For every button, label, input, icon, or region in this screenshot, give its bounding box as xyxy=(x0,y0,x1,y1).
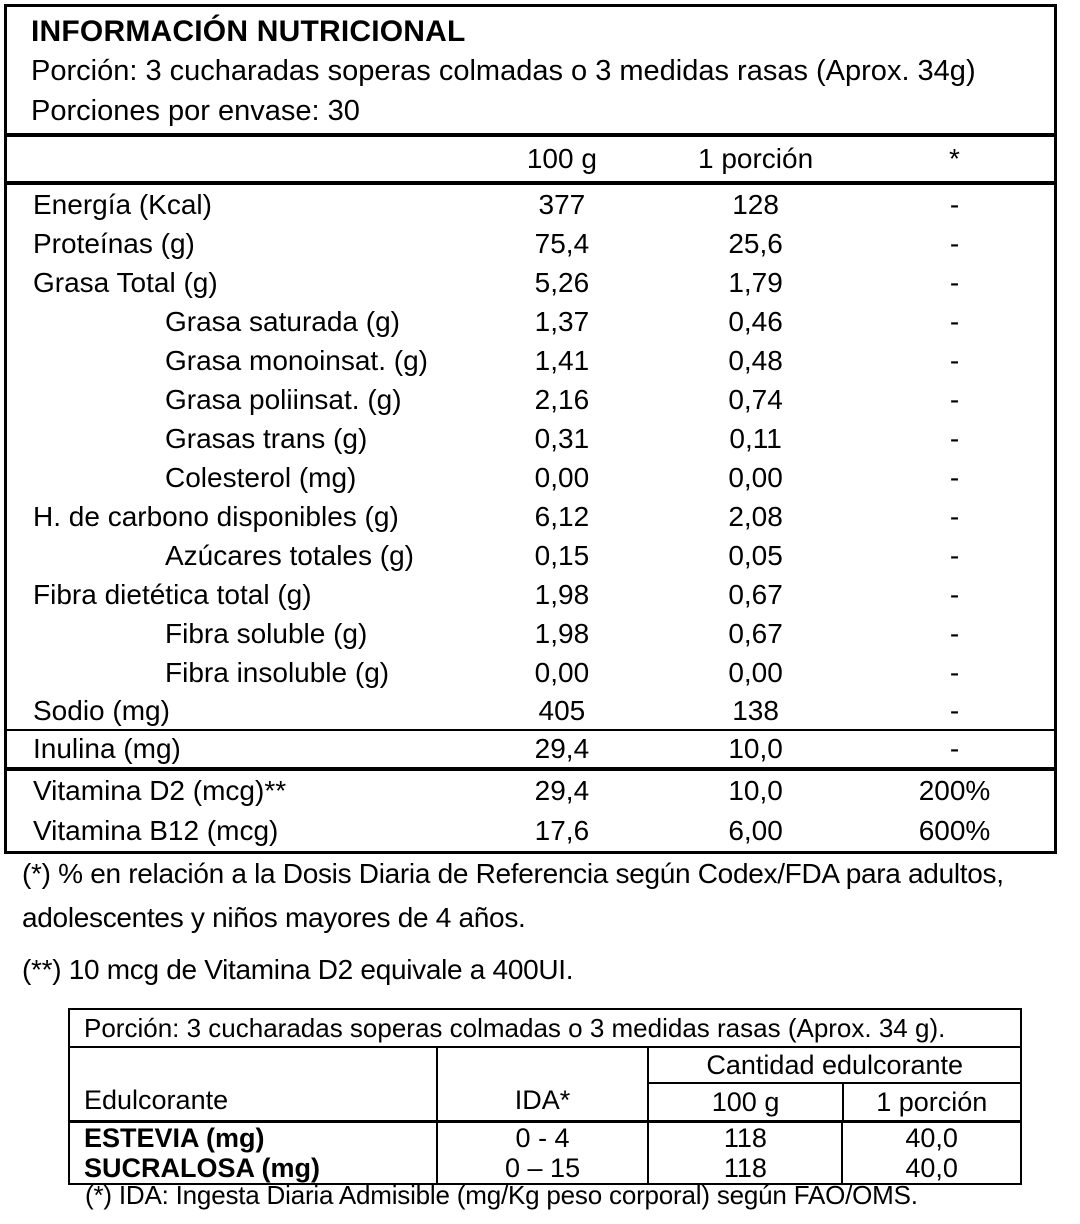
sweetener-per-100g-value: 118 xyxy=(649,1153,843,1183)
sweetener-ida-value: 0 – 15 xyxy=(438,1153,650,1183)
nutrient-row-grasa-saturada xyxy=(7,302,1054,341)
value-per-100g: 1,41 xyxy=(534,344,590,376)
value-per-100g: 29,4 xyxy=(534,775,590,806)
sweetener-serving-caption: Porción: 3 cucharadas soperas colmadas o 3 medidas rasas (Aprox. 34 g). xyxy=(70,1010,1020,1048)
nutrient-label: Sodio (mg) xyxy=(33,694,170,726)
nutrient-row-energia xyxy=(7,185,1054,224)
value-per-portion: 2,08 xyxy=(728,500,783,532)
value-per-100g: 0,00 xyxy=(534,461,590,493)
nutrient-row-grasa-poliinsat xyxy=(7,380,1054,419)
sweetener-column-header: Edulcorante xyxy=(70,1048,438,1120)
nutrient-row-azucares xyxy=(7,536,1054,575)
nutrient-label: Energía (Kcal) xyxy=(33,188,212,220)
column-header-portion: 1 porción xyxy=(697,143,814,174)
nutrient-label: Vitamina D2 (mcg)** xyxy=(33,775,287,806)
value-per-portion: 0,05 xyxy=(728,539,783,571)
quantity-header-group xyxy=(649,1048,1020,1120)
nutrient-row-fibra-total xyxy=(7,575,1054,614)
value-per-portion: 128 xyxy=(732,188,779,220)
nutrient-row-carbono xyxy=(7,497,1054,536)
value-per-portion: 6,00 xyxy=(728,815,783,846)
vitamin-d2-footnote: (**) 10 mcg de Vitamina D2 equivale a 400UI. xyxy=(22,954,574,985)
nutrient-label: Azúcares totales (g) xyxy=(165,539,414,571)
nutrient-row-fibra-insoluble xyxy=(7,653,1054,692)
value-daily-pct: - xyxy=(949,617,960,649)
nutrient-label: Grasa saturada (g) xyxy=(165,305,400,337)
value-per-100g: 29,4 xyxy=(534,733,590,764)
value-per-100g: 1,98 xyxy=(534,617,590,649)
nutrient-label: Inulina (mg) xyxy=(33,733,181,764)
value-per-100g: 1,98 xyxy=(534,578,590,610)
nutrient-row-vitamina-d2 xyxy=(7,771,1054,811)
nutrient-label: Grasa Total (g) xyxy=(33,266,218,298)
value-per-portion: 0,67 xyxy=(728,617,783,649)
quantity-group-header: Cantidad edulcorante xyxy=(649,1048,1020,1084)
nutrient-row-colesterol xyxy=(7,458,1054,497)
serving-size-line: Porción: 3 cucharadas soperas colmadas o 3 medidas rasas (Aprox. 34g) xyxy=(31,55,976,87)
servings-per-container-line: Porciones por envase: 30 xyxy=(31,95,360,127)
nutrient-row-sodio xyxy=(7,692,1054,731)
nutrient-row-grasas-trans xyxy=(7,419,1054,458)
value-daily-pct: 200% xyxy=(918,775,991,806)
sweetener-header-row xyxy=(70,1048,1020,1123)
value-daily-pct: - xyxy=(949,461,960,493)
table-header-block xyxy=(7,7,1054,137)
value-per-100g: 377 xyxy=(538,188,586,220)
sweetener-name: SUCRALOSA (mg) xyxy=(70,1153,438,1183)
sweetener-table xyxy=(68,1008,1022,1185)
ida-footnote: (*) IDA: Ingesta Diaria Admisible (mg/Kg peso corporal) según FAO/OMS. xyxy=(85,1180,918,1210)
value-per-100g: 0,00 xyxy=(534,656,590,688)
value-per-portion: 1,79 xyxy=(728,266,783,298)
nutrient-row-vitamina-b12 xyxy=(7,811,1054,851)
value-per-portion: 10,0 xyxy=(728,775,783,806)
nutrient-row-fibra-soluble xyxy=(7,614,1054,653)
value-daily-pct: - xyxy=(949,227,960,259)
value-per-100g: 75,4 xyxy=(534,227,590,259)
value-daily-pct: - xyxy=(949,305,960,337)
column-header-asterisk: * xyxy=(949,143,960,174)
per-100g-column-header: 100 g xyxy=(649,1084,843,1120)
value-per-100g: 0,31 xyxy=(534,422,590,454)
nutrient-label: Fibra dietética total (g) xyxy=(33,578,312,610)
value-daily-pct: - xyxy=(949,539,960,571)
value-daily-pct: - xyxy=(949,383,960,415)
nutrient-label: Colesterol (mg) xyxy=(165,461,357,493)
value-daily-pct: - xyxy=(949,266,960,298)
value-per-portion: 0,48 xyxy=(728,344,783,376)
column-header-100g: 100 g xyxy=(526,143,597,174)
value-daily-pct: - xyxy=(949,422,960,454)
value-per-100g: 5,26 xyxy=(534,266,590,298)
value-daily-pct: - xyxy=(949,656,960,688)
value-daily-pct: - xyxy=(949,694,960,726)
value-per-portion: 25,6 xyxy=(728,227,783,259)
sweetener-row-estevia xyxy=(70,1123,1020,1153)
value-daily-pct: 600% xyxy=(918,815,991,846)
value-per-portion: 0,46 xyxy=(728,305,783,337)
value-per-100g: 17,6 xyxy=(534,815,590,846)
nutrient-label: Fibra insoluble (g) xyxy=(165,656,390,688)
reference-footnote xyxy=(22,852,1004,940)
nutrient-label: Grasas trans (g) xyxy=(165,422,368,454)
nutrient-row-inulina xyxy=(7,731,1054,771)
per-portion-column-header: 1 porción xyxy=(876,1086,988,1117)
value-per-100g: 1,37 xyxy=(534,305,590,337)
sweetener-per-portion-value: 40,0 xyxy=(905,1122,958,1153)
sweetener-per-100g-value: 118 xyxy=(649,1123,843,1153)
sweetener-per-portion-value: 40,0 xyxy=(905,1152,958,1183)
value-per-portion: 0,00 xyxy=(728,461,783,493)
value-per-portion: 0,00 xyxy=(728,656,783,688)
nutrient-label: Fibra soluble (g) xyxy=(165,617,368,649)
sweetener-name: ESTEVIA (mg) xyxy=(70,1123,438,1153)
ida-column-header: IDA* xyxy=(438,1048,650,1120)
nutrient-label: Grasa poliinsat. (g) xyxy=(165,383,402,415)
nutrient-row-grasa-monoinsat xyxy=(7,341,1054,380)
sweetener-ida-value: 0 - 4 xyxy=(438,1123,650,1153)
value-daily-pct: - xyxy=(949,188,960,220)
value-per-portion: 0,11 xyxy=(729,422,782,454)
nutrient-label: Vitamina B12 (mcg) xyxy=(33,815,279,846)
reference-footnote-line2: adolescentes y niños mayores de 4 años. xyxy=(22,902,526,933)
value-per-portion: 0,74 xyxy=(728,383,783,415)
value-daily-pct: - xyxy=(949,733,960,764)
nutrient-label: Proteínas (g) xyxy=(33,227,195,259)
table-title: INFORMACIÓN NUTRICIONAL xyxy=(31,15,466,48)
value-per-100g: 2,16 xyxy=(534,383,590,415)
column-header-row xyxy=(7,137,1054,185)
nutrition-facts-table xyxy=(4,4,1057,854)
value-per-portion: 0,67 xyxy=(728,578,783,610)
reference-footnote-line1: (*) % en relación a la Dosis Diaria de Referencia según Codex/FDA para adultos, xyxy=(22,858,1004,889)
nutrient-row-grasa-total xyxy=(7,263,1054,302)
value-per-portion: 10,0 xyxy=(728,733,783,764)
nutrient-row-proteinas xyxy=(7,224,1054,263)
value-per-100g: 0,15 xyxy=(534,539,590,571)
value-per-100g: 6,12 xyxy=(534,500,590,532)
nutrient-label: H. de carbono disponibles (g) xyxy=(33,500,399,532)
value-daily-pct: - xyxy=(949,500,960,532)
value-daily-pct: - xyxy=(949,344,960,376)
value-per-portion: 138 xyxy=(732,694,779,726)
sweetener-row-sucralosa xyxy=(70,1153,1020,1183)
nutrient-label: Grasa monoinsat. (g) xyxy=(165,344,428,376)
value-daily-pct: - xyxy=(949,578,960,610)
value-per-100g: 405 xyxy=(538,694,586,726)
quantity-subheaders xyxy=(649,1084,1020,1120)
